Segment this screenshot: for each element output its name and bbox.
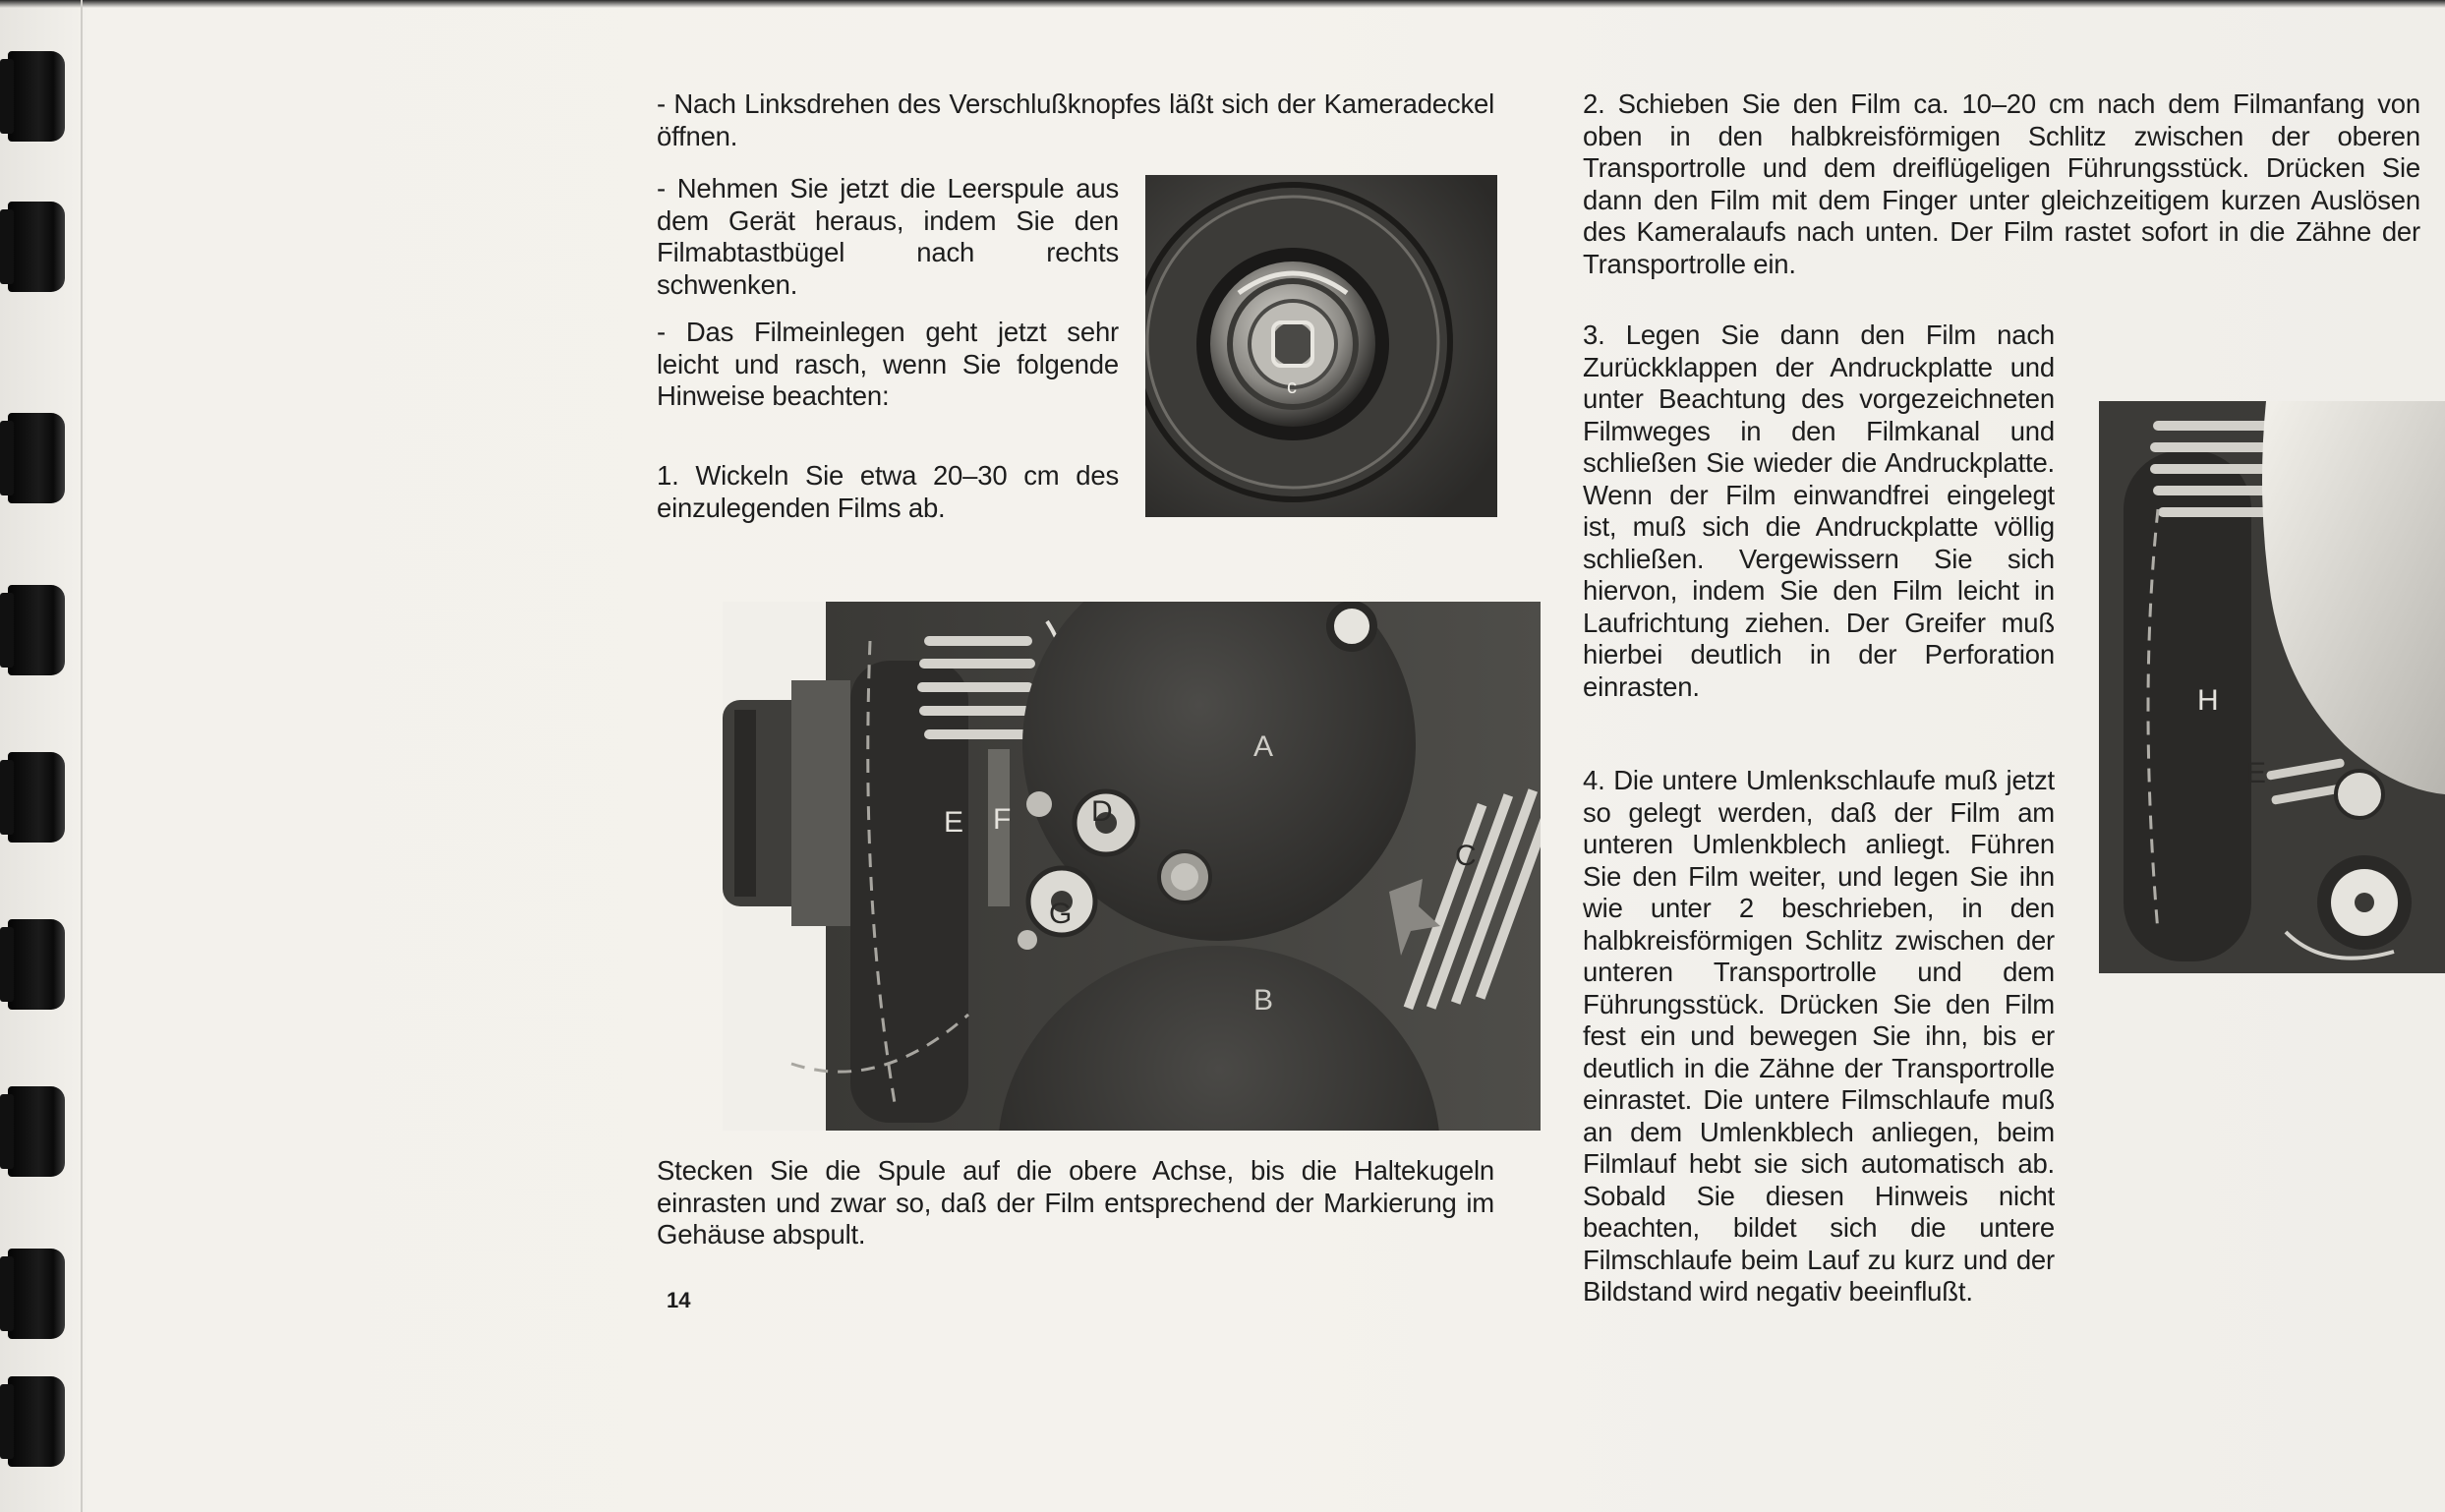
detail-label-E: E (2246, 757, 2267, 789)
figure-caption: Stecken Sie die Spule auf die obere Achse, bis die Haltekugeln einrasten und zwar so, daß der Film entsprechend der Markierung im Gehäuse abspult. (657, 1155, 1494, 1250)
step-2-thread-film: 2. Schieben Sie den Film ca. 10–20 cm nach dem Filmanfang von oben in den halbkreisförmigen Schlitz zwischen der oberen Transportrolle und dem dreiflügeligen Führungsstück. Drücken Sie dann den Film mit dem Finger unter gleichzeitigem kurzen Auslösen des Kameralaufs nach unten. Der Film rastet sofort in die Zähne der Transportrolle ein. (1583, 88, 2420, 279)
detail-label-H: H (2197, 684, 2219, 717)
binding-ring (8, 919, 65, 1010)
step-1-unwind-film: 1. Wickeln Sie etwa 20–30 cm des einzulegenden Films ab. (657, 460, 1119, 523)
instruction-loading-hint: - Das Filmeinlegen geht jetzt sehr leicht und rasch, wenn Sie folgende Hinweise beachten: (657, 317, 1119, 411)
page-number: 14 (667, 1288, 691, 1312)
binding-ring (8, 202, 65, 292)
label-D: D (1091, 795, 1113, 828)
binding-ring (8, 1086, 65, 1177)
step-3-close-pressure-plate: 3. Legen Sie dann den Film nach Zurückklappen der Andruckplatte und unter Beachtung des vorgezeichneten Filmweges in den Filmkanal und schließen Sie wieder die Andruckplatte. Wenn der Film einwandfrei eingelegt ist, muß sich die Andruckplatte völlig schließen. Vergewissern Sie sich hiervon, indem Sie den Film leicht in Laufrichtung ziehen. Der Greifer muß hierbei deutlich in der Perforation einrasten. (1583, 320, 2055, 702)
binding-ring (8, 51, 65, 142)
binding-ring (8, 1376, 65, 1467)
pressure-plate-detail-photo (2099, 401, 2445, 973)
step-4-lower-loop: 4. Die untere Umlenkschlaufe muß jetzt so gelegt werden, daß der Film am unteren Umlenkblech anliegt. Führen Sie den Film weiter, und legen Sie ihn wie unter 2 beschrieben, in den halbkreisförmigen Schlitz zwischen der unteren Transportrolle und dem Führungsstück. Drücken Sie den Film fest ein und bewegen Sie ihn, bis er deutlich in die Zähne der Transportrolle einrastet. Die untere Filmschlaufe muß an dem Umlenkblech anliegen, beim Filmlauf hebt sie sich automatisch ab. Sobald Sie diesen Hinweis nicht beachten, bildet sich die untere Filmschlaufe beim Lauf zu kurz und der Bildstand wird negativ beeinflußt. (1583, 765, 2055, 1307)
binding-ring (8, 413, 65, 503)
label-B: B (1253, 984, 1274, 1017)
binding-edge (81, 0, 83, 1512)
spool-label-c: c (1287, 377, 1297, 398)
camera-interior-photo (723, 602, 1541, 1131)
spiral-binding (0, 0, 88, 1512)
label-E: E (944, 806, 964, 839)
spool-photo (1145, 175, 1497, 517)
scan-edge-shadow (0, 0, 2445, 8)
label-A: A (1253, 730, 1274, 763)
binding-ring (8, 1249, 65, 1339)
binding-ring (8, 585, 65, 675)
label-C: C (1455, 840, 1477, 872)
binding-ring (8, 752, 65, 843)
instruction-remove-spool: - Nehmen Sie jetzt die Leerspule aus dem Gerät heraus, indem Sie den Filmabtastbügel nach rechts schwenken. (657, 173, 1119, 300)
label-G: G (1049, 898, 1073, 930)
instruction-close-cover: - Nach Linksdrehen des Verschlußknopfes läßt sich der Kameradeckel öffnen. (657, 88, 1494, 151)
label-F: F (993, 803, 1012, 836)
